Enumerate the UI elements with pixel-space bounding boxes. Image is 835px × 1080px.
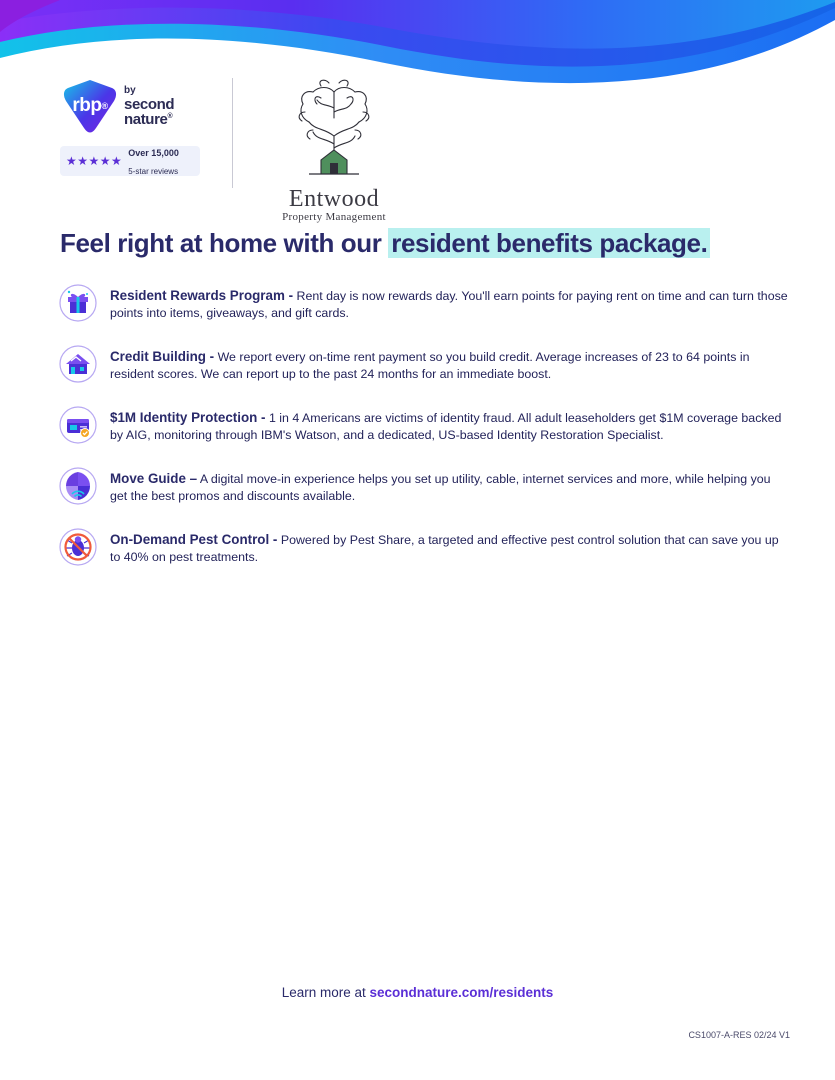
list-item bbox=[58, 405, 788, 445]
benefit-body: We report every on-time rent payment so you build credit. Average increases of 23 to 64 points in resident scores. We can report up to the past 24 months for an immediate boost. bbox=[110, 350, 750, 381]
benefit-title: On-Demand Pest Control - bbox=[110, 532, 278, 547]
benefit-title: Resident Rewards Program - bbox=[110, 288, 294, 303]
benefit-title: Move Guide – bbox=[110, 471, 198, 486]
benefit-text bbox=[110, 466, 788, 504]
benefit-body: Powered by Pest Share, a targeted and effective pest control solution that can save you up to 40% on pest treatments. bbox=[110, 533, 779, 564]
headline-highlight: resident benefits package. bbox=[388, 228, 710, 258]
benefits-list bbox=[58, 283, 788, 588]
second-nature-registered-mark: ® bbox=[167, 112, 173, 120]
list-item bbox=[58, 283, 788, 323]
reviews-subtitle: 5-star reviews bbox=[128, 167, 179, 176]
footer bbox=[0, 985, 835, 1000]
benefit-title: Credit Building - bbox=[110, 349, 215, 364]
list-item bbox=[58, 527, 788, 567]
benefit-text bbox=[110, 344, 788, 382]
property-logo-block bbox=[259, 78, 409, 223]
property-name: Entwood bbox=[288, 186, 380, 212]
benefit-body: A digital move-in experience helps you set up utility, cable, internet services and more, while helping you get the best promos and discounts available. bbox=[110, 472, 771, 503]
rbp-registered-mark: ® bbox=[101, 101, 108, 111]
reviews-badge bbox=[60, 146, 200, 176]
benefit-text bbox=[110, 527, 788, 565]
reviews-text bbox=[128, 143, 179, 178]
document-code: CS1007-A-RES 02/24 V1 bbox=[688, 1030, 790, 1040]
star-rating-icon: ★★★★★ bbox=[66, 154, 123, 168]
credit-building-house-icon bbox=[58, 344, 98, 384]
benefit-body: Rent day is now rewards day. You'll earn points for paying rent on time and can turn those points into items, giveaways, and gift cards. bbox=[110, 289, 788, 320]
document-header bbox=[60, 78, 409, 223]
rewards-gift-icon bbox=[58, 283, 98, 323]
identity-protection-wallet-icon bbox=[58, 405, 98, 445]
move-guide-wifi-icon bbox=[58, 466, 98, 506]
rbp-brand-block bbox=[60, 78, 210, 176]
benefit-title: $1M Identity Protection - bbox=[110, 410, 266, 425]
footer-link[interactable]: secondnature.com/residents bbox=[369, 985, 554, 1000]
second-nature-line1: second bbox=[124, 95, 175, 113]
rbp-text: rbp bbox=[72, 95, 102, 116]
footer-label: Learn more at bbox=[281, 985, 370, 1000]
rbp-badge bbox=[60, 78, 210, 140]
benefit-body: 1 in 4 Americans are victims of identity fraud. All adult leaseholders get $1M coverage backed by AIG, monitoring through IBM's Watson, and a dedicated, US-based Identity Restoration Specialist. bbox=[110, 411, 782, 442]
tree-house-icon bbox=[269, 78, 399, 183]
pest-control-icon bbox=[58, 527, 98, 567]
second-nature-line2: nature bbox=[124, 110, 168, 128]
second-nature-wordmark bbox=[124, 86, 174, 127]
second-nature-line2-wrap bbox=[124, 112, 174, 127]
benefit-text bbox=[110, 405, 788, 443]
benefit-text bbox=[110, 283, 788, 321]
property-subtitle: Property Management bbox=[282, 211, 386, 223]
rbp-logo-text bbox=[60, 78, 120, 134]
header-divider bbox=[232, 78, 233, 188]
list-item bbox=[58, 344, 788, 384]
page-title bbox=[60, 228, 790, 259]
headline-lead: Feel right at home with our bbox=[60, 228, 389, 258]
by-label: by bbox=[124, 85, 136, 96]
reviews-count: Over 15,000 bbox=[128, 148, 179, 159]
list-item bbox=[58, 466, 788, 506]
